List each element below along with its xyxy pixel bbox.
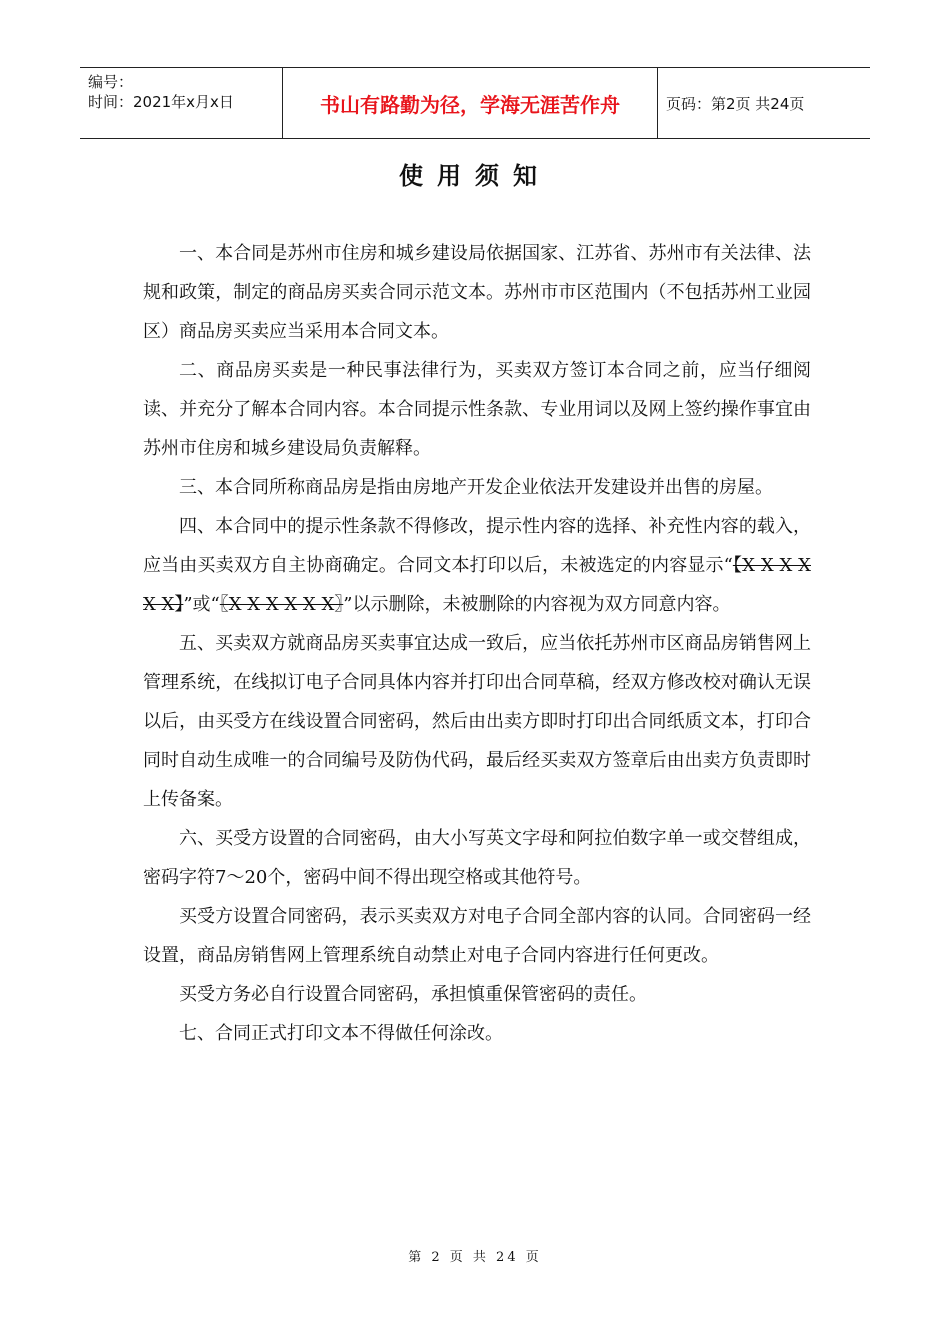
paragraph-6c: 买受方务必自行设置合同密码，承担慎重保管密码的责任。 (179, 984, 647, 1005)
paragraph-3: 三、本合同所称商品房是指由房地产开发企业依法开发建设并出售的房屋。 (179, 477, 773, 498)
paragraph-6b: 买受方设置合同密码，表示买卖双方对电子合同全部内容的认同。合同密码一经设置，商品房销售网上管理系统自动禁止对电子合同内容进行任何更改。 (143, 906, 811, 966)
strike-example-1: 【X X X X X X】 (143, 555, 811, 615)
header-motto: 书山有路勤为径，学海无涯苦作舟 (283, 68, 658, 138)
paragraph-1: 一、本合同是苏州市住房和城乡建设局依据国家、江苏省、苏州市有关法律、法规和政策，制定的商品房买卖合同示范文本。苏州市市区范围内（不包括苏州工业园区）商品房买卖应当采用本合同文本。 (143, 243, 811, 342)
time-label: 时间：2021年x月x日 (88, 93, 234, 111)
paragraph-4-post: ”以示删除，未被删除的内容视为双方同意内容。 (343, 594, 731, 615)
paragraph-5: 五、买卖双方就商品房买卖事宜达成一致后，应当依托苏州市区商品房销售网上管理系统，在线拟订电子合同具体内容并打印出合同草稿，经双方修改校对确认无误以后，由买受方在线设置合同密码，然后由出卖方即时打印出合同纸质文本，打印合同时自动生成唯一的合同编号及防伪代码，最后经买卖双方签章后由出卖方负责即时上传备案。 (143, 633, 811, 810)
page-footer: 第 2 页 共 24 页 (408, 1250, 542, 1265)
paragraph-6: 六、买受方设置的合同密码，由大小写英文字母和阿拉伯数字单一或交替组成，密码字符7～20个，密码中间不得出现空格或其他符号。 (143, 828, 811, 888)
number-label: 编号： (88, 73, 134, 91)
page-title: 使用须知 (399, 162, 551, 190)
header-table (80, 67, 870, 139)
header-meta-cell (80, 68, 283, 138)
strike-example-2: 〖X X X X X X〗 (219, 594, 344, 615)
paragraph-4-mid: ”或“ (183, 594, 220, 615)
paragraph-7: 七、合同正式打印文本不得做任何涂改。 (179, 1023, 503, 1044)
paragraph-2: 二、商品房买卖是一种民事法律行为，买卖双方签订本合同之前，应当仔细阅读、并充分了解本合同内容。本合同提示性条款、专业用词以及网上签约操作事宜由苏州市住房和城乡建设局负责解释。 (143, 360, 811, 459)
header-page-info: 页码：第2页 共24页 (666, 94, 805, 113)
paragraph-4 (143, 507, 811, 624)
document-body (143, 234, 811, 1053)
paragraph-4-pre: 四、本合同中的提示性条款不得修改，提示性内容的选择、补充性内容的载入，应当由买卖双方自主协商确定。合同文本打印以后，未被选定的内容显示“ (143, 516, 811, 576)
